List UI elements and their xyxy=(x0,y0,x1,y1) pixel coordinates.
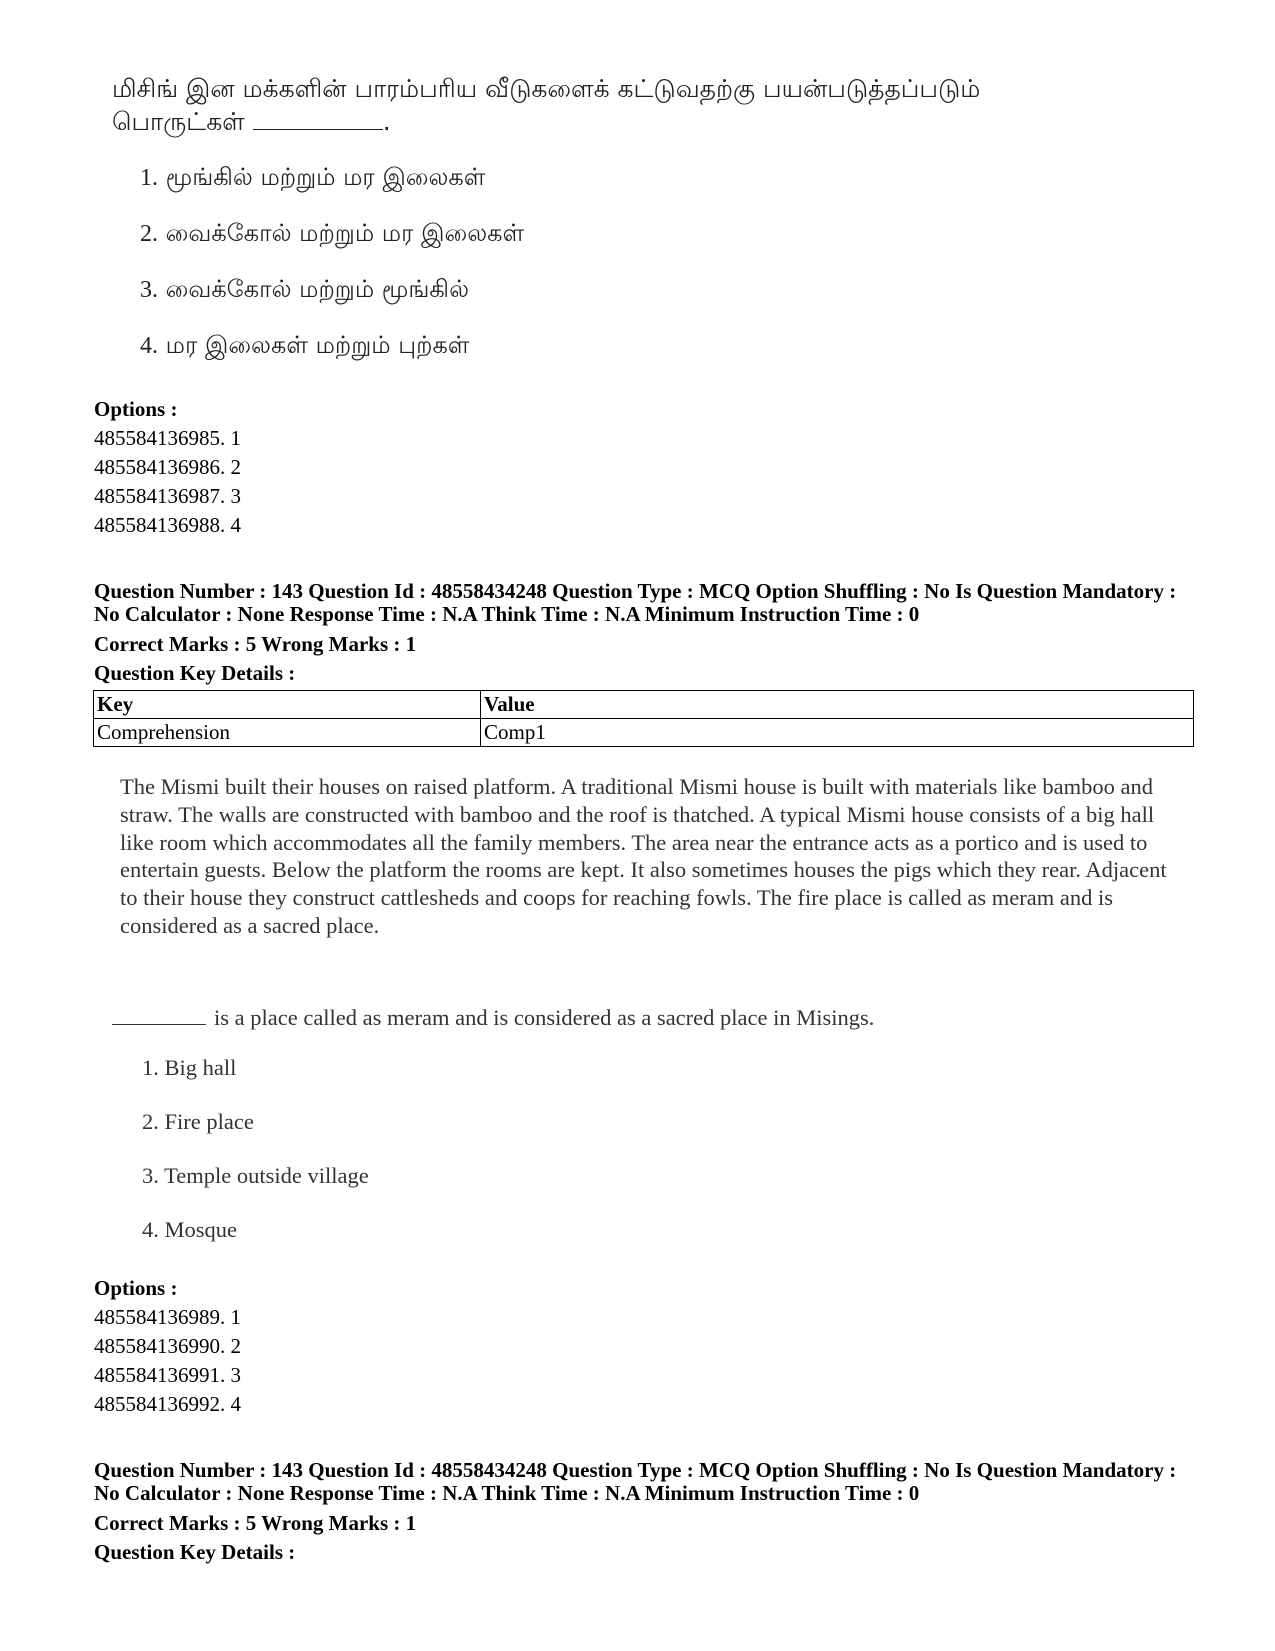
option-id-line: 485584136985. 1 xyxy=(94,426,241,450)
question-meta xyxy=(94,580,1204,626)
choice-number: 2. xyxy=(142,1109,159,1134)
choice-text: Big hall xyxy=(164,1055,237,1080)
key-table xyxy=(93,690,1194,747)
english-choice-3 xyxy=(142,1163,369,1189)
choice-number: 3. xyxy=(140,277,158,303)
english-choice-4 xyxy=(142,1217,237,1243)
comprehension-passage: The Mismi built their houses on raised platform. A traditional Mismi house is built with materials like bamboo and straw. The walls are constructed with bamboo and the roof is thatched. A typical Mismi house consists of a big hall like room which accommodates all the family members. The area near the entrance acts as a portico and is used to entertain guests. Below the platform the rooms are kept. It also sometimes houses the pigs which they rear. Adjacent to their house they construct cattlesheds and coops for reaching fowls. The fire place is called as meram and is considered as a sacred place. xyxy=(120,774,1167,938)
key-details-heading: Question Key Details : xyxy=(94,661,296,685)
choice-text: வைக்கோல் மற்றும் மர இலைகள் xyxy=(165,219,525,247)
option-id-line: 485584136991. 3 xyxy=(94,1363,241,1387)
answer-blank xyxy=(112,1024,206,1025)
question-meta-line-1: Question Number : 143 Question Id : 48558434248 Question Type : MCQ Option Shuffling : No Is Question Mandatory : xyxy=(94,1458,1177,1482)
option-id-line: 485584136992. 4 xyxy=(94,1392,241,1416)
choice-number: 1. xyxy=(142,1055,159,1080)
tamil-choice-2 xyxy=(140,219,524,250)
english-choice-2 xyxy=(142,1109,254,1135)
option-id-line: 485584136986. 2 xyxy=(94,455,241,479)
english-question-text xyxy=(112,1005,874,1031)
choice-number: 3. xyxy=(142,1163,159,1188)
question-meta-line-1: Question Number : 143 Question Id : 48558434248 Question Type : MCQ Option Shuffling : No Is Question Mandatory : xyxy=(94,579,1177,603)
option-id-line: 485584136988. 4 xyxy=(94,513,241,537)
options-label: Options : xyxy=(94,397,178,421)
choice-number: 1. xyxy=(140,165,158,191)
tamil-question-end: . xyxy=(382,107,391,136)
answer-blank xyxy=(253,107,383,130)
choice-number: 2. xyxy=(140,221,158,247)
table-header-value: Value xyxy=(481,691,1194,719)
table-cell-key: Comprehension xyxy=(94,719,481,747)
options-label: Options : xyxy=(94,1276,178,1300)
question-meta-line-2: No Calculator : None Response Time : N.A Think Time : N.A Minimum Instruction Time : 0 xyxy=(94,1481,920,1505)
tamil-question-line-1: மிசிங் இன மக்களின் பாரம்பரிய வீடுகளைக் கட்டுவதற்கு பயன்படுத்தப்படும் xyxy=(112,74,981,103)
table-header-key: Key xyxy=(94,691,481,719)
tamil-choice-1 xyxy=(140,163,485,194)
table-cell-value: Comp1 xyxy=(481,719,1194,747)
english-question-sentence: is a place called as meram and is considered as a sacred place in Misings. xyxy=(214,1005,875,1030)
tamil-choice-4 xyxy=(140,331,469,362)
option-id-line: 485584136989. 1 xyxy=(94,1305,241,1329)
choice-text: மர இலைகள் மற்றும் புற்கள் xyxy=(165,331,470,359)
tamil-question-line-2-text: பொருட்கள் xyxy=(112,107,245,136)
key-details-heading: Question Key Details : xyxy=(94,1540,296,1564)
choice-number: 4. xyxy=(142,1217,159,1242)
choice-text: Fire place xyxy=(164,1109,254,1134)
tamil-question-line-2 xyxy=(112,105,1162,138)
choice-text: மூங்கில் மற்றும் மர இலைகள் xyxy=(165,163,486,191)
option-id-line: 485584136990. 2 xyxy=(94,1334,241,1358)
english-choice-1 xyxy=(142,1055,236,1081)
choice-number: 4. xyxy=(140,333,158,359)
tamil-question-text xyxy=(112,72,1162,138)
marks-line: Correct Marks : 5 Wrong Marks : 1 xyxy=(94,1511,417,1535)
choice-text: Mosque xyxy=(164,1217,237,1242)
choice-text: வைக்கோல் மற்றும் மூங்கில் xyxy=(165,275,469,303)
question-meta-line-2: No Calculator : None Response Time : N.A Think Time : N.A Minimum Instruction Time : 0 xyxy=(94,602,920,626)
marks-line: Correct Marks : 5 Wrong Marks : 1 xyxy=(94,632,417,656)
question-meta xyxy=(94,1459,1204,1505)
choice-text: Temple outside village xyxy=(164,1163,369,1188)
table-header-row xyxy=(94,691,1194,719)
option-id-line: 485584136987. 3 xyxy=(94,484,241,508)
table-row xyxy=(94,719,1194,747)
tamil-choice-3 xyxy=(140,275,469,306)
